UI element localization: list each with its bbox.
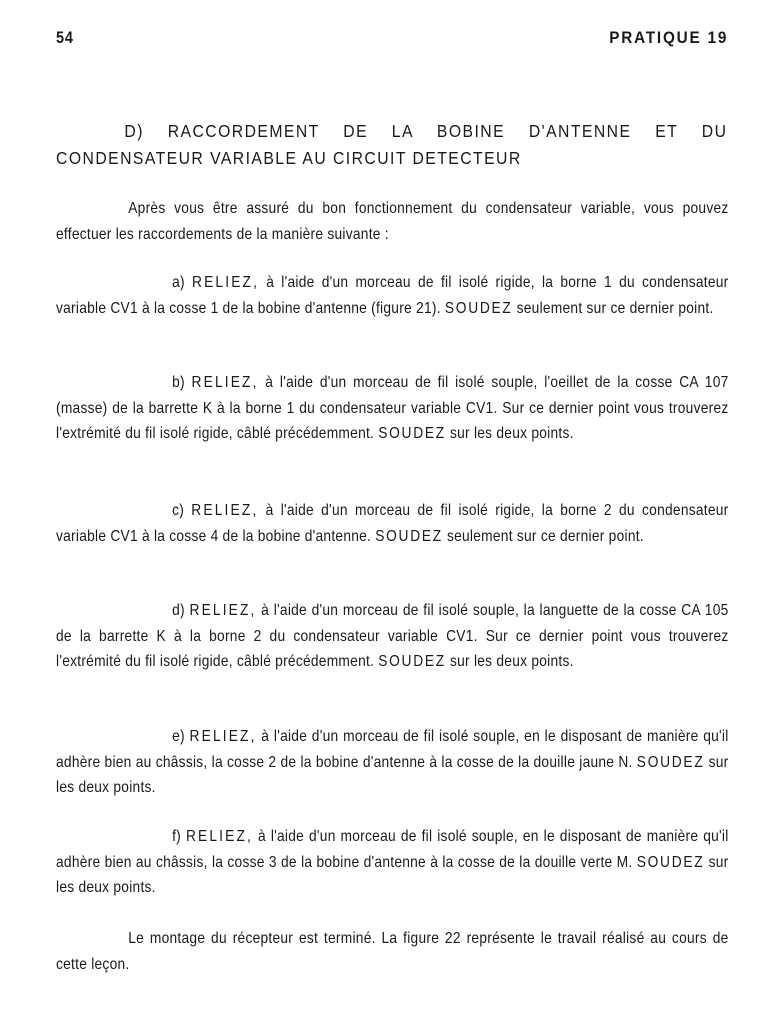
step-tail: sur les deux points. — [56, 853, 729, 896]
page-header — [56, 28, 728, 52]
section-title-text: D) RACCORDEMENT DE LA BOBINE D'ANTENNE ET DU CONDENSATEUR VARIABLE AU CIRCUIT DETECTEUR — [56, 121, 728, 168]
step-solder: SOUDEZ — [378, 425, 446, 442]
step-label: b) — [172, 374, 185, 391]
step-solder: SOUDEZ — [378, 653, 446, 670]
step-label: f) — [172, 828, 182, 845]
step-tail: sur les deux points. — [449, 653, 574, 670]
step-text: à l'aide d'un morceau de fil isolé souple, la languette de la cosse CA 105 de la barrette K à la borne 2 du condensateur variable CV1. Sur ce dernier point vous trouverez l'extrémité du fil isolé rigide, câblé précédemment. — [56, 602, 729, 670]
step-label: a) — [172, 274, 185, 291]
step-text: à l'aide d'un morceau de fil isolé souple, en le disposant de manière qu'il adhère bien au châssis, la cosse 2 de la bobine d'antenne à la cosse de la douille jaune N. — [56, 728, 729, 771]
step-verb: RELIEZ, — [192, 274, 260, 291]
step-tail: sur les deux points. — [449, 425, 574, 442]
step-solder: SOUDEZ — [375, 527, 443, 545]
intro-text: Après vous être assuré du bon fonctionnement du condensateur variable, vous pouvez effectuer les raccordements de la manière suivante : — [56, 200, 729, 243]
step-solder: SOUDEZ — [636, 853, 705, 871]
closing-paragraph — [56, 926, 729, 977]
step-text: à l'aide d'un morceau de fil isolé rigide, la borne 1 du condensateur variable CV1 à la cosse 1 de la bobine d'antenne (figure 21). — [56, 274, 729, 317]
step-text: à l'aide d'un morceau de fil isolé rigide, la borne 2 du condensateur variable CV1 à la cosse 4 de la bobine d'antenne. — [56, 502, 729, 545]
step-verb: RELIEZ, — [185, 828, 254, 845]
running-title: PRATIQUE 19 — [609, 28, 728, 47]
step-b — [56, 370, 729, 447]
intro-paragraph — [56, 196, 729, 247]
step-label: c) — [172, 502, 185, 519]
step-text: à l'aide d'un morceau de fil isolé souple, en le disposant de manière qu'il adhère bien au châssis, la cosse 3 de la bobine d'antenne à la cosse de la douille verte M. — [56, 828, 729, 871]
step-label: d) — [172, 602, 185, 619]
step-verb: RELIEZ, — [189, 602, 257, 619]
step-f — [56, 824, 729, 901]
step-e — [56, 724, 729, 801]
step-d — [56, 598, 729, 675]
step-verb: RELIEZ, — [191, 502, 259, 519]
step-tail: seulement sur ce dernier point. — [446, 527, 644, 545]
step-verb: RELIEZ, — [189, 728, 257, 745]
step-text: à l'aide d'un morceau de fil isolé souple, l'oeillet de la cosse CA 107 (masse) de la barrette K à la borne 1 du condensateur variable CV1. Sur ce dernier point vous trouverez l'extrémité du fil isolé rigide, câblé précédemment. — [56, 374, 729, 442]
step-verb: RELIEZ, — [191, 374, 259, 391]
step-solder: SOUDEZ — [444, 299, 513, 317]
page-number: 54 — [56, 28, 74, 47]
step-a — [56, 270, 729, 321]
step-label: e) — [172, 728, 185, 745]
step-c — [56, 498, 729, 549]
step-solder: SOUDEZ — [636, 753, 705, 771]
section-title — [56, 118, 727, 172]
step-tail: seulement sur ce dernier point. — [516, 299, 714, 317]
closing-text: Le montage du récepteur est terminé. La figure 22 représente le travail réalisé au cours de cette leçon. — [56, 930, 729, 973]
step-tail: sur les deux points. — [56, 753, 729, 796]
